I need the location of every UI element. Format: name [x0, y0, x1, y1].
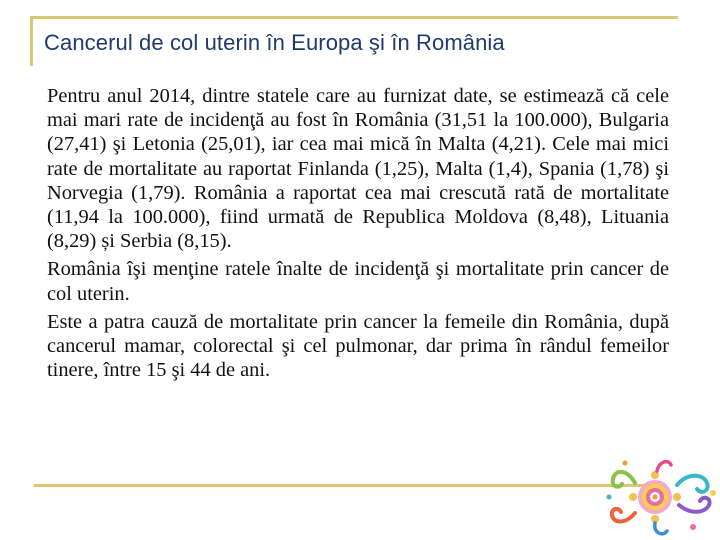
- bottom-rule: [34, 484, 658, 487]
- title-left-rule: [30, 16, 33, 66]
- slide-body: [47, 84, 669, 386]
- paragraph-high-rates: România îşi menţine ratele înalte de incidenţă şi mortalitate prin cancer de col uterin.: [47, 258, 669, 305]
- paragraph-incidence-mortality: Pentru anul 2014, dintre statele care au furnizat date, se estimează că cele mai mari rate de incidenţă au fost în România (31,51 la 100.000), Bulgaria (27,41) şi Letonia (25,01), iar cea mai mică în Malta (4,21). Cele mai mici rate de mortalitate au raportat Finlanda (1,25), Malta (1,4), Spania (1,78) şi Norvegia (1,79). România a raportat cea mai crescută rată de mortalitate (11,94 la 100.000), fiind urmată de Republica Moldova (8,48), Lituania (8,29) și Serbia (8,15).: [47, 85, 669, 253]
- colorful-swirl-logo-icon: [605, 455, 720, 540]
- paragraph-fourth-cause: Este a patra cauză de mortalitate prin cancer la femeile din România, după cancerul mamar, colorectal şi cel pulmonar, dar prima în rândul femeilor tinere, între 15 şi 44 de ani.: [47, 310, 669, 382]
- title-top-rule: [30, 16, 678, 19]
- slide-title: Cancerul de col uterin în Europa şi în România: [44, 30, 505, 55]
